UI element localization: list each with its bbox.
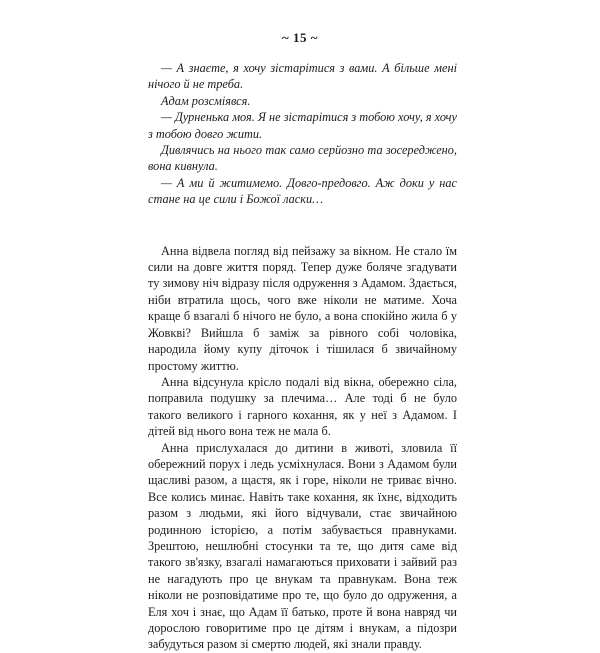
paragraph: Анна відсунула крісло подалі від вікна, обережно сіла, поправила подушку за плечима… Але тоді б не було такого великого і гарного кохання, як у неї з Адамом. І дітей від нього вона теж не мала б.: [148, 374, 457, 439]
book-page: [148, 60, 457, 653]
dialogue-block: [148, 60, 457, 208]
dialogue-line: — А ми й житимемо. Довго-предовго. Аж доки у нас стане на це сили і Божої ласки…: [148, 175, 457, 207]
paragraph: Анна відвела погляд від пейзажу за вікном. Не стало їм сили на довге життя поряд. Тепер дуже боляче згадувати ту зимову ніч відразу після одруження з Адамом. Здається, ніби втратила щось, чого вже ніколи не матиме. Хоча краще б взагалі б нічого не було, а вона спокійно жила б у Жовкві? Вийшла б заміж за рівного собі чоловіка, народила йому купу діточок і тішилася б звичайному простому життю.: [148, 243, 457, 373]
dialogue-line: — Дурненька моя. Я не зістарітися з тобою хочу, я хочу з тобою довго жити.: [148, 110, 457, 141]
prose-block: [148, 243, 457, 653]
dialogue-line: Дивлячись на нього так само серйозно та зосереджено, вона кивнула.: [148, 143, 457, 174]
page-number: ~ 15 ~: [281, 30, 319, 45]
dialogue-line: Адам розсміявся.: [161, 93, 251, 108]
dialogue-line: — А знаєте, я хочу зістарітися з вами. А більше мені нічого й не треба.: [148, 61, 457, 92]
paragraph: Анна прислухалася до дитини в животі, зловила її обережний порух і ледь усміхнулася. Вони з Адамом були щасливі разом, а щастя, як і горе, ніколи не триває вічно. Все колись минає. Навіть таке кохання, як їхнє, відходить разом з людьми, які його відчували, стає звичайною родинною історією, а потім забувається правнуками. Зрештою, нешлюбні стосунки та те, що дитя саме від такого зв'язку, взагалі намагаються приховати і зайвий раз не нагадують про це внукам та правнукам. Вона теж ніколи не розповідатиме про те, що було до одруження, а Еля хоч і знає, що Адам її батько, проте й вона навряд чи дорослою говоритиме про це дітям і внукам, а підозри забудуться разом зі смертю людей, які знали правду.: [148, 440, 457, 652]
